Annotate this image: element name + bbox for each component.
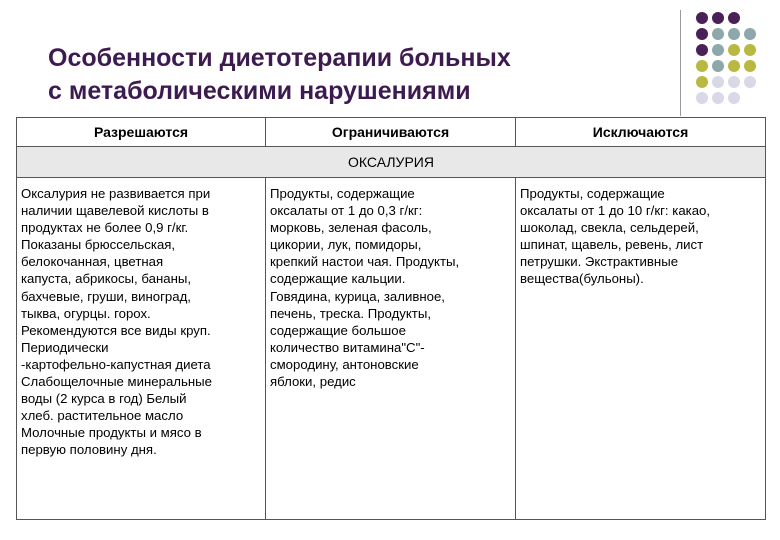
cell-text-line: наличии щавелевой кислоты в: [21, 203, 209, 219]
cell-text-line: печень, треска. Продукты,: [270, 305, 431, 321]
decor-dot: [744, 76, 756, 88]
decor-dot: [712, 60, 724, 72]
decor-dot: [696, 28, 708, 40]
cell-text-line: Говядина, курица, заливное,: [270, 288, 445, 304]
cell-text-line: петрушки. Экстрактивные: [520, 254, 679, 270]
cell-text-line: тыква, огурцы. горох.: [21, 305, 151, 321]
table-header-row: [17, 118, 766, 147]
decor-dot: [696, 76, 708, 88]
decor-dot: [712, 76, 724, 88]
cell-text-line: Молочные продукты и мясо в: [21, 425, 202, 441]
decor-dot: [712, 28, 724, 40]
header-excluded: Исключаются: [516, 118, 766, 147]
decor-dot: [728, 60, 740, 72]
cell-limited: [266, 178, 516, 520]
header-limited: Ограничиваются: [266, 118, 516, 147]
cell-text-line: белокочанная, цветная: [21, 254, 164, 270]
decor-divider-line: [680, 10, 681, 116]
cell-text-line: Слабощелочные минеральные: [21, 374, 212, 390]
cell-text-line: Продукты, содержащие: [270, 186, 415, 201]
cell-text-line: оксалаты от 1 до 10 г/кг: какао,: [520, 203, 711, 219]
section-row: [17, 147, 766, 178]
cell-text-line: оксалаты от 1 до 0,3 г/кг:: [270, 203, 423, 219]
decor-dot: [744, 28, 756, 40]
decor-dot: [744, 60, 756, 72]
cell-text-line: Периодически: [21, 339, 109, 355]
cell-text-line: бахчевые, груши, виноград,: [21, 288, 191, 304]
cell-text-line: количество витамина"С"-: [270, 339, 425, 355]
cell-text-line: яблоки, редис: [270, 374, 356, 390]
cell-text-line: Оксалурия не развивается при: [21, 186, 211, 201]
cell-text-line: первую половину дня.: [21, 442, 157, 458]
header-allowed: Разрешаются: [17, 118, 266, 147]
decor-dot: [728, 76, 740, 88]
decor-dot: [696, 60, 708, 72]
cell-allowed: [17, 178, 266, 520]
cell-text-line: Продукты, содержащие: [520, 186, 665, 201]
cell-text-line: продуктах не более 0,9 г/кг.: [21, 220, 189, 236]
cell-excluded: [516, 178, 766, 520]
cell-text-line: содержащие большое: [270, 322, 406, 338]
cell-text-line: шпинат, щавель, ревень, лист: [520, 237, 704, 253]
decor-dot: [696, 92, 708, 104]
cell-text-line: хлеб. растительное масло: [21, 408, 184, 424]
cell-text-line: капуста, абрикосы, бананы,: [21, 271, 191, 287]
cell-text-line: Показаны брюссельская,: [21, 237, 176, 253]
cell-text-line: воды (2 курса в год) Белый: [21, 391, 187, 407]
decor-dot-grid: [696, 12, 764, 112]
decor-dot: [728, 92, 740, 104]
slide-title-line-1: Особенности диетотерапии больных: [48, 44, 511, 72]
cell-text-line: -картофельно-капустная диета: [21, 356, 211, 372]
decor-dot: [744, 44, 756, 56]
slide-title: [48, 42, 511, 108]
table-row: [17, 178, 766, 520]
decor-dot: [728, 12, 740, 24]
cell-text-line: смородину, антоновские: [270, 356, 419, 372]
decor-dot: [728, 28, 740, 40]
cell-text-line: цикории, лук, помидоры,: [270, 237, 422, 253]
decor-dot: [712, 92, 724, 104]
diet-table: [16, 117, 766, 520]
cell-text-line: содержащие кальции.: [270, 271, 406, 287]
cell-text-line: морковь, зеленая фасоль,: [270, 220, 432, 236]
section-title: ОКСАЛУРИЯ: [17, 147, 766, 178]
decor-dot: [696, 12, 708, 24]
decor-dot: [712, 12, 724, 24]
decor-dot: [712, 44, 724, 56]
cell-text-line: шоколад, свекла, сельдерей,: [520, 220, 699, 236]
cell-text-line: крепкий настои чая. Продукты,: [270, 254, 460, 270]
slide-title-line-2: с метаболическими нарушениями: [48, 77, 471, 105]
decor-dot: [728, 44, 740, 56]
cell-text-line: Рекомендуются все виды круп.: [21, 322, 211, 338]
cell-text-line: вещества(бульоны).: [520, 271, 644, 287]
decor-dot: [696, 44, 708, 56]
